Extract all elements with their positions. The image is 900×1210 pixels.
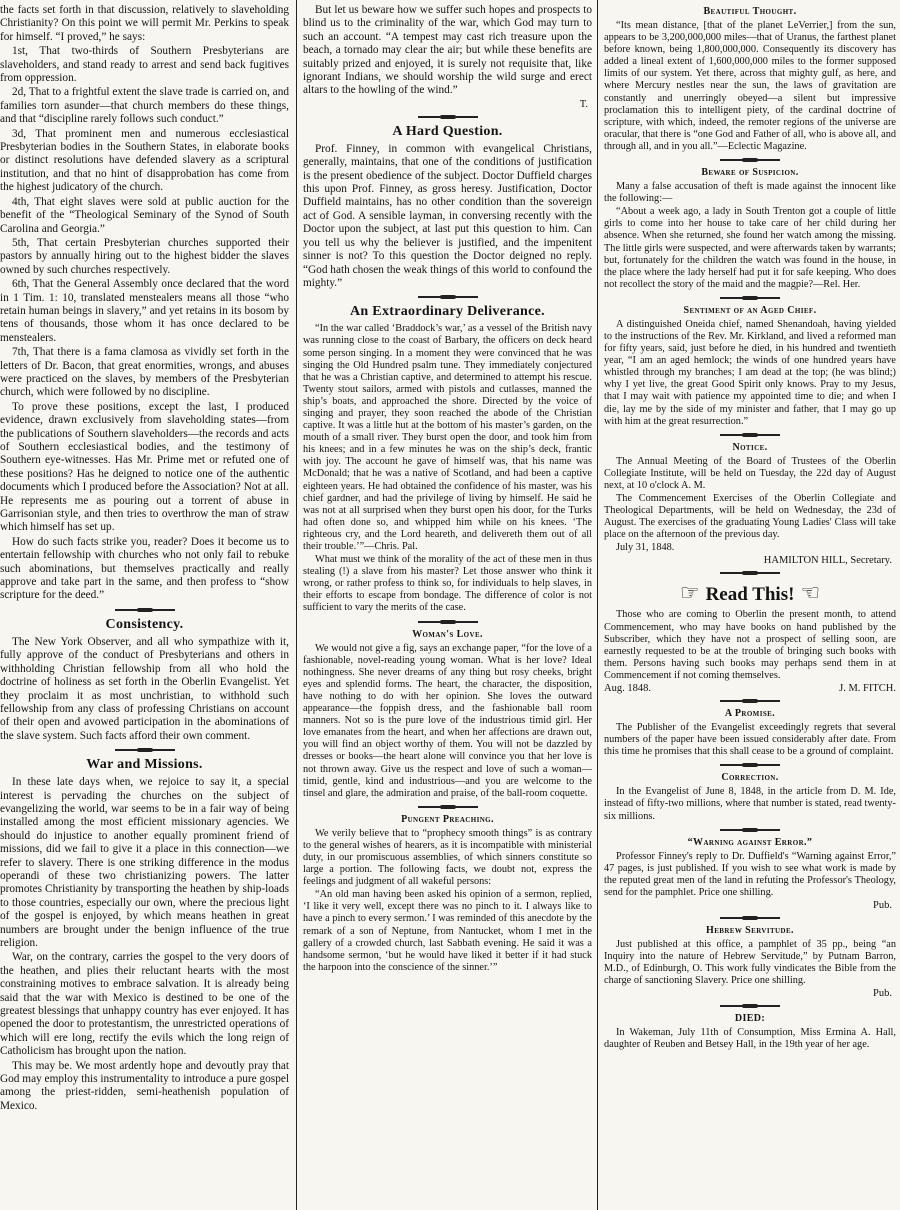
paragraph: Prof. Finney, in common with evangelical Christians, generally, maintains, that one of the conditions of justification is the present obedience of the subject. Doctor Duffield charges this upon Prof. Finney, as gross heresy. Justification, Doctor Duffield maintains, has no other condition than the sovereign act of God. A sensible layman, in conversing recently with the Doctor upon the subject, at last put this question to him. Can you tell us why the believer is justified, and the impenitent sinner is not? To this question the Doctor deigned no reply. “God hath chosen the weak things of this world to confound the mighty.”: [303, 142, 592, 289]
paragraph: But let us beware how we suffer such hopes and prospects to blind us to the criminality of the war, which God may turn to such an account. “A tempest may cast rich treasure upon the beach, a tornado may clear the air; but while these benefits are suitably prized and enjoyed, it is surely not requisite that, like ignorant Indians, we should worship the wild surge and erect altars to the howling of the wind.”: [303, 4, 592, 97]
paragraph: A distinguished Oneida chief, named Shenandoah, having yielded to the instructions of the Rev. Mr. Kirkland, and lived a reformed man for fifty years, said, just before he died, in his hundred and twentieth year, “I am an aged hemlock; the winds of one hundred years have whistled through my branches; I am dead at the top; (he was blind;) why I yet live, the great Good Spirit only knows. Pray to my Jesus, that I may wait with patience my appointed time to die; and when I die, lay me by the side of my minister and father, that I may go up with him at the great resurrection.”: [604, 318, 896, 427]
paragraph: We would not give a fig, says an exchange paper, “for the love of a fashionable, novel-reading young woman. What is her love? Ideal nothingness. She never dreams of any thing but rosy cheeks, bright eyes and splendid forms. The heart, the character, the disposition, have nothing to do with her opinion. She loves the outward appearance—the foppish dress, and the fashionable ball room manners. Not so is the pure love of the industrious timid girl. Her love emanates from the heart, and when her affections are drawn out, you will find an object worthy of them. You will not be dazzled by dresses or books—the heart alone will convince you that her love is not thrown away. Give us the respect and love of such a woman—timid, gentle, kind and industrious—and you are welcome to the tinsel and glare, the admiration and praise, of the ball-room coquette.: [303, 642, 592, 799]
column-right: [604, 4, 896, 1206]
pointing-hand-left-icon: ☜: [800, 580, 821, 606]
notice-article: [604, 442, 896, 567]
article-title: War and Missions.: [86, 757, 203, 773]
pungent-preaching-article: [303, 814, 592, 974]
signature-row: [604, 683, 896, 694]
paragraph: 4th, That eight slaves were sold at public auction for the benefit of the “Theological Seminary of the Synod of South Carolina and Georgia.”: [0, 195, 289, 235]
article-title: Beware of Suspicion.: [701, 167, 799, 179]
section-divider: [720, 297, 780, 299]
paragraph: 5th, That certain Presbyterian churches supported their pastors by annually hiring out to the highest bidder the slaves owned by such churches respectively.: [0, 236, 289, 276]
article-title: A Promise.: [724, 708, 776, 720]
paragraph: The New York Observer, and all who sympathize with it, fully approve of the conduct of Presbyterians and others in withholding Christian fellowship from all who hold the doctrine of holiness as set forth in the Oberlin Evangelist. Yet they proclaim it as most unchristian, to withhold such fellowship from any class of professing Christians on account of their open and avowed participation in the abominations of the slave system. Such facts afford their own comment.: [0, 635, 289, 742]
suspicion-article: [604, 167, 896, 291]
section-divider: [720, 917, 780, 919]
consistency-article: [0, 617, 289, 743]
deliverance-article: [303, 304, 592, 614]
promise-article: [604, 708, 896, 758]
hebrew-servitude-article: [604, 925, 896, 999]
article-title: Beautiful Thought.: [703, 6, 797, 17]
article-title: An Extraordinary Deliverance.: [350, 304, 545, 320]
paragraph: “In the war called ‘Braddock’s war,’ as a vessel of the British navy was running close to the coast of Barbary, the officers on deck heard some person singing. In a moment they were convinced that he was singing the Old Hundred psalm tune. They immediately conjectured that he was a Christian captive, and determined to attempt his rescue. Twenty stout sailors, armed with pistols and cutlasses, manned the ship’s boats, and approached the shore. Directed by the voice of singing and prayer, they soon reached the abode of the Christian captive. It was a little hut at the bottom of his master’s garden, on the mouth of a small river. They burst open the door, and took him from his knees; and in a few minutes he was on the ship’s deck, frantic with joy. The account he gave of himself was, that his name was McDonald; that he was a native of Scotland, and had been a captive eighteen years. He had obtained the confidence of his master, was his chief gardner, and had the privilege of living by himself. He said he was not at all surprised when they burst open his door, for the Turks had often done so, and whipped him while on his knees. ‘The righteous cry, and the Lord heareth, and delivereth them out of all their trouble.’”—Chris. Pal.: [303, 323, 592, 552]
paragraph: The Annual Meeting of the Board of Trustees of the Oberlin Collegiate Institute, will be held on Tuesday, the 22d day of August next, at 10 o'clock A. M.: [604, 455, 896, 491]
signature: J. M. FITCH.: [839, 683, 896, 695]
section-divider: [720, 700, 780, 702]
notice-date: July 31, 1848.: [616, 542, 675, 554]
article-title: “Warning against Error.”: [687, 836, 813, 848]
signature: Pub.: [873, 988, 892, 1000]
section-divider: [720, 1005, 780, 1007]
column-middle: [303, 4, 592, 1206]
slavery-article-continued: [0, 4, 289, 603]
article-title: Correction.: [721, 772, 779, 784]
pointing-hand-right-icon: ☞: [679, 580, 700, 606]
paragraph: Those who are coming to Oberlin the present month, to attend Commencement, who may have books on hand published by the Subscriber, which they have not a prospect of selling soon, are earnestly requested to be at the trouble of bringing such books with them. Persons having such books may perhaps send them in at Commencement if not coming themselves.: [604, 609, 896, 681]
article-title: Pungent Preaching.: [401, 813, 494, 825]
paragraph: This may be. We most ardently hope and devoutly pray that God may employ this instrumentality to introduce a pure gospel among the priest-ridden, semi-heathenish population of Mexico.: [0, 1059, 289, 1112]
section-divider: [720, 764, 780, 766]
paragraph: “About a week ago, a lady in South Trenton got a couple of little girls to come into her house to take care of her child during her absence. When she returned, she found her watch among the missing. The little girls were suspected, and were afterwards taken by warrants; but, fortunately for the children the watch was found in the house, in the place where the lady herself had put it for safe keeping. Who does not recollect the story of the maid and the magpie?—Rel. Her.: [604, 206, 896, 290]
paragraph: Many a false accusation of theft is made against the innocent like the following:—: [604, 181, 896, 205]
paragraph: 6th, That the General Assembly once declared that the word in 1 Tim. 1: 10, translated menstealers means all those “who retain human beings in slavery,” and yet retains in its bosom by tens of thousands, those whom it has once declared to be menstealers.: [0, 278, 289, 344]
article-title: Woman's Love.: [412, 628, 483, 640]
signature-date: Aug. 1848.: [604, 683, 651, 695]
warning-article: [604, 837, 896, 911]
section-divider: [720, 829, 780, 831]
paragraph: 3d, That prominent men and numerous ecclesiastical Presbyterian bodies in the Southern States, in elaborate books or distinct resolutions have defended slavery as a scriptural institution, and that no hint of disapprobation has come from the highest judicatory of the church.: [0, 127, 289, 194]
article-title: Sentiment of an Aged Chief.: [683, 304, 817, 316]
paragraph: “An old man having been asked his opinion of a sermon, replied, ‘I like it very well, except there was no pinch to it. I always like to have a pinch to every sermon.’ I was reminded of this anecdote by the remark of a son of Neptune, from Nantucket, whom I met in the gallery of a crowded church, last Sabbath evening. He said it was a handsome sermon, ‘but he would have liked it better if it had stuck the harpoon into the conscience of the sinner.’”: [303, 889, 592, 973]
section-divider: [418, 621, 478, 623]
aged-chief-article: [604, 305, 896, 428]
womans-love-article: [303, 629, 592, 800]
correction-article: [604, 772, 896, 822]
paragraph: 2d, That to a frightful extent the slave trade is carried on, and families torn asunder—that church members do these things, and that “discipline rarely follows such conduct.”: [0, 86, 289, 126]
paragraph: “Its mean distance, [that of the planet LeVerrier,] from the sun, appears to be 3,200,000,000 miles—that of Uranus, the farthest planet before known, being 1,800,000,000. Consequently its discovery has added a lineal extent of 1,600,000,000 miles to the former supposed limits of our system. Yet there, across that mighty gulf, as here, and where Mercury nestles near the sun, the laws of gravitation are constantly and unerringly obeyed—a silent but impressive proclamation this to intelligent piety, of the cardinal doctrine of scripture, with which, indeed, the remoter regions of the universe are oracular, that there is “one God and Father of all, who is above all, and through all, and in you all.”—Eclectic Magazine.: [604, 20, 896, 152]
paragraph: 1st, That two-thirds of Southern Presbyterians are slaveholders, and stand ready to arrest and send back fugitives from oppression.: [0, 45, 289, 85]
beautiful-thought-article: [604, 6, 896, 153]
column-rule: [597, 0, 598, 1210]
article-title: Notice.: [732, 441, 768, 453]
article-title: Hebrew Servitude.: [706, 924, 794, 936]
paragraph: the facts set forth in that discussion, relatively to slaveholding Christianity? On this point we will permit Mr. Perkins to speak for himself. “I proved,” he says:: [0, 4, 289, 43]
paragraph: Just published at this office, a pamphlet of 35 pp., being “an Inquiry into the nature of Hebrew Servitude,” by Putnam Barron, M.D., of Edinburgh, O. This work fully vindicates the Bible from the charge of sanctioning Slavery. Price one shilling.: [604, 938, 896, 987]
hard-question-article: [303, 124, 592, 290]
paragraph: In Wakeman, July 11th of Consumption, Miss Ermina A. Hall, daughter of Reuben and Betsey Hall, in the 19th year of her age.: [604, 1027, 896, 1051]
section-divider: [418, 296, 478, 298]
paragraph: In the Evangelist of June 8, 1848, in the article from D. M. Ide, instead of fifty-two millions, where that number is stated, read twenty-six millions.: [604, 786, 896, 822]
section-divider: [720, 434, 780, 436]
column-left: [0, 4, 289, 1206]
died-notice: [604, 1013, 896, 1051]
paragraph: How do such facts strike you, reader? Does it become us to entertain fellowship with churches who not only fail to rebuke such abominations, but themselves practically and really approve and take part in the same, and then profess to “show scripture for the deed.”: [0, 535, 289, 602]
article-title: Consistency.: [105, 616, 184, 632]
article-title: Read This!: [705, 584, 795, 606]
section-divider: [115, 749, 175, 751]
section-divider: [115, 609, 175, 611]
paragraph: War, on the contrary, carries the gospel to the very doors of the heathen, and plies their reluctant hearts with the most constraining motives to embrace salvation. It is already being said that the war with Mexico is destined to be one of the greatest blessings that unhappy country has ever enjoyed. It has opened the door to protestantism, the unrestricted operations of which will ere long, rectify the evils which the long reign of Catholicism has brought upon the nation.: [0, 951, 289, 1058]
article-title-row: [604, 580, 896, 606]
paragraph: We verily believe that to “prophecy smooth things” is as contrary to the general wishes of hearers, as it is incompatible with ministerial duty, in our promiscuous assemblies, of which sinners constitute so large a portion. The following facts, we doubt not, express the feelings and judgment of all wakeful persons:: [303, 827, 592, 888]
article-title: A Hard Question.: [392, 123, 503, 139]
paragraph: To prove these positions, except the last, I produced evidence, drawn exclusively from slaveholding states—from the publications of Southern slaveholders—the records and acts of Southern ecclesiastical bodies, and the testimony of Southern eye-witnesses. Has Mr. Prime met or refuted one of these positions? Has he deigned to notice one of the authentic documents which I produced before the Association? Not at all. He represents me as pouring out a torrent of abuse in Garrisonian style, and then tries to overthrow the man of straw which himself has set up.: [0, 400, 289, 534]
signature: T.: [579, 98, 588, 110]
paragraph: The Publisher of the Evangelist exceedingly regrets that several numbers of the paper have been issued considerably after date. From this time he promises that this shall cease to be a ground of complaint.: [604, 722, 896, 758]
signature: HAMILTON HILL, Secretary.: [763, 555, 892, 567]
section-divider: [418, 116, 478, 118]
article-title: DIED:: [734, 1013, 766, 1025]
paragraph: The Commencement Exercises of the Oberlin Collegiate and Theological Departments, will be held on Wednesday, the 23d of August. The exercises of the graduating Young Ladies' Class will take place on the afternoon of the previous day.: [604, 493, 896, 541]
signature: Pub.: [873, 899, 892, 911]
section-divider: [720, 572, 780, 574]
column-rule: [296, 0, 297, 1210]
paragraph: 7th, That there is a fama clamosa as vividly set forth in the letters of Dr. Bacon, that great enormities, wrongs, and abuses were practiced on the slaves, by members of the Presbyterian church, which were followed by no discipline.: [0, 346, 289, 399]
war-missions-article: [0, 757, 289, 1113]
war-article-continued: [303, 4, 592, 110]
section-divider: [720, 159, 780, 161]
paragraph: Professor Finney's reply to Dr. Duffield's “Warning against Error,” 47 pages, is just published. If you wish to see what work is made by the reputed great men of the land in refuting the Professor's Theology, send for the pamphlet. Price one shilling.: [604, 850, 896, 898]
paragraph: In these late days when, we rejoice to say it, a special interest is pervading the churches on the subject of evangelizing the world, war seems to be in a fair way of being installed among the most efficient missionary agencies. We should do injustice to another equally prominent friend of missions, did we fail to give it a place in this connection—we refer to slavery. There is one striking difference in the modus operandi of these two christianizing powers. The latter promotes Christianity by transporting the heathen by ship-loads to those countries, especially our own, where the precious light of the gospel is enjoyed, by which means heathen in great numbers are brought under the benign influence of the true religion.: [0, 776, 289, 949]
read-this-article: [604, 580, 896, 694]
paragraph: What must we think of the morality of the act of these men in thus stealing (!) a slave from his master? Let those answer who think it wrong, or rather profess to think so, for individuals to help slaves, in their efforts to escape from bondage. The difference of color is not sufficient to vary the merits of the case.: [303, 554, 592, 614]
section-divider: [418, 806, 478, 808]
